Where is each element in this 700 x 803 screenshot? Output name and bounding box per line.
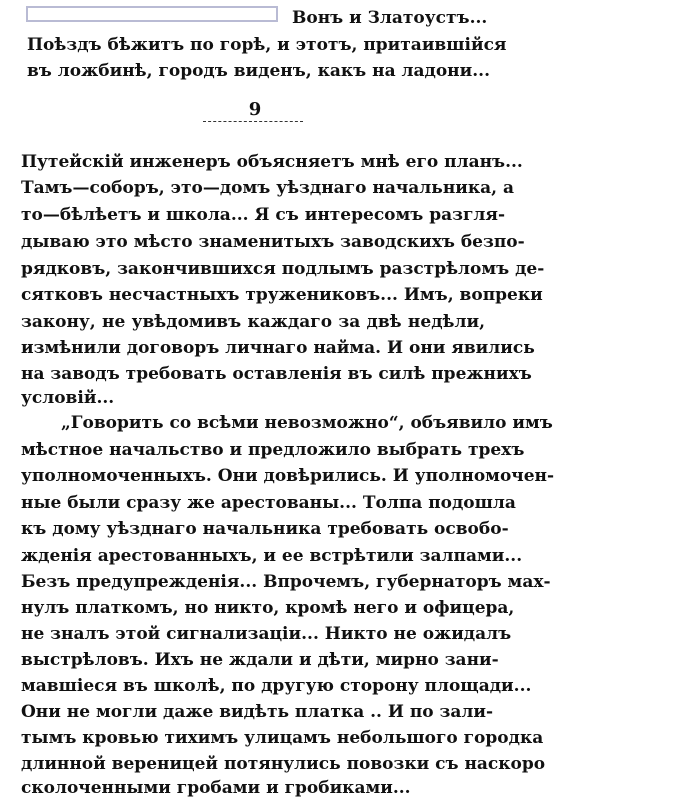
- paragraph-2-line: Безъ предупрежденія... Впрочемъ, губернаторъ мах-: [21, 572, 551, 592]
- paragraph-2-line: длинной вереницей потянулись повозки съ наскоро: [21, 754, 546, 774]
- paragraph-2-line: выстрѣловъ. Ихъ не ждали и дѣти, мирно зани-: [21, 650, 499, 670]
- paragraph-2-line: жденія арестованныхъ, и ее встрѣтили залпами...: [21, 546, 523, 566]
- paragraph-1-line: условій...: [21, 388, 115, 408]
- paragraph-2-line: мѣстное начальство и предложило выбрать трехъ: [21, 440, 525, 460]
- paragraph-2-line: Они не могли даже видѣть платка .. И по зали-: [21, 702, 494, 722]
- paragraph-2-line: ные были сразу же арестованы... Толпа подошла: [21, 493, 516, 513]
- paragraph-1-line: закону, не увѣдомивъ каждаго за двѣ недѣли,: [21, 312, 485, 332]
- paragraph-2-line: тымъ кровью тихимъ улицамъ небольшого городка: [21, 728, 544, 748]
- top-text-input[interactable]: [26, 6, 278, 22]
- paragraph-1-line: сятковъ несчастныхъ тружениковъ... Имъ, вопреки: [21, 285, 543, 305]
- paragraph-2-line: нулъ платкомъ, но никто, кромѣ него и офицера,: [21, 598, 515, 618]
- intro-line-1: Вонъ и Златоустъ...: [292, 8, 488, 28]
- paragraph-2-line: мавшіеся въ школѣ, по другую сторону площади...: [21, 676, 532, 696]
- paragraph-2-line: „Говорить со всѣми невозможно“, объявило имъ: [61, 413, 553, 433]
- paragraph-1-line: на заводъ требовать оставленія въ силѣ прежнихъ: [21, 364, 532, 384]
- paragraph-1-line: Тамъ—соборъ, это—домъ уѣзднаго начальника, а: [21, 178, 515, 198]
- paragraph-2-line: не зналъ этой сигнализаціи... Никто не ожидалъ: [21, 624, 512, 644]
- paragraph-1-line: рядковъ, закончившихся подлымъ разстрѣломъ де-: [21, 259, 545, 279]
- chapter-divider: [203, 121, 303, 122]
- paragraph-2-line: къ дому уѣзднаго начальника требовать освобо-: [21, 519, 509, 539]
- paragraph-2-line: сколоченными гробами и гробиками...: [21, 778, 411, 798]
- paragraph-2-line: уполномоченныхъ. Они довѣрились. И уполномочен-: [21, 466, 555, 486]
- intro-line-2: Поѣздъ бѣжитъ по горѣ, и этотъ, притаившійся: [27, 35, 507, 55]
- paragraph-1-line: измѣнили договоръ личнаго найма. И они явились: [21, 338, 535, 358]
- intro-line-3: въ ложбинѣ, городъ виденъ, какъ на ладони...: [27, 61, 490, 81]
- paragraph-1-line: Путейскій инженеръ объясняетъ мнѣ его планъ...: [21, 152, 523, 172]
- chapter-number: 9: [248, 99, 262, 120]
- paragraph-1-line: дываю это мѣсто знаменитыхъ заводскихъ безпо-: [21, 232, 525, 252]
- paragraph-1-line: то—бѣлѣетъ и школа... Я съ интересомъ разгля-: [21, 205, 506, 225]
